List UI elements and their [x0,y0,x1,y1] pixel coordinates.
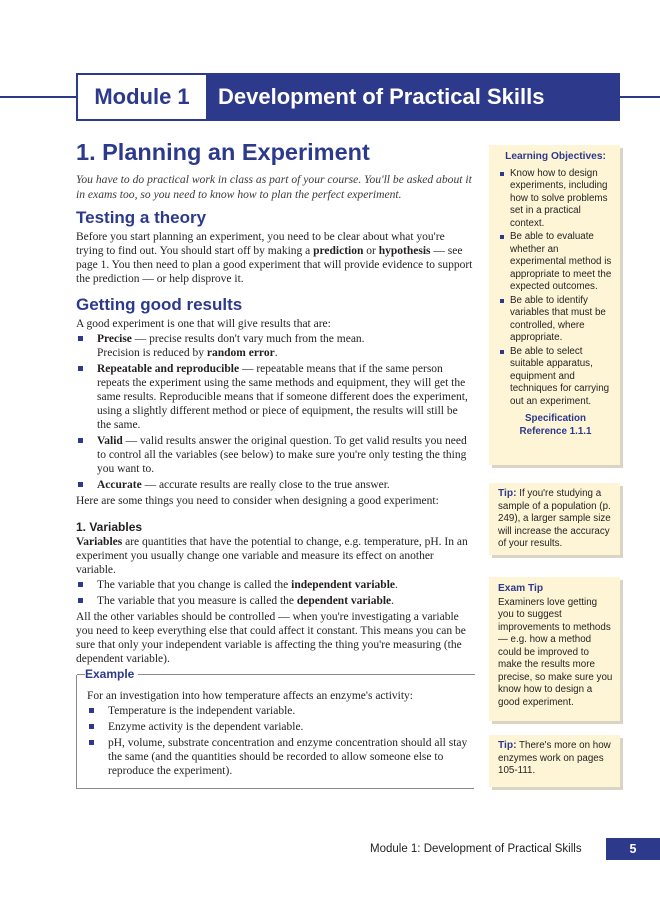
good-results-outro: Here are some things you need to consider when designing a good experiment: [76,495,439,507]
bullet-icon [89,740,94,745]
list-item: Precise — precise results don't vary much from the mean. Precision is reduced by random error. [76,332,474,360]
tip-label: Tip: [498,488,517,499]
header-rule-right [620,96,660,98]
list-item: Be able to select suitable apparatus, equipment and techniques for carrying out an experiment. [497,346,614,409]
testing-theory-paragraph: Before you start planning an experiment, you need to be clear about what you're trying to find out. You should start off by making a prediction or hypothesis — see page 1. You then need to plan a good experiment that will provide evidence to support the prediction — or help disprove it. [76,231,473,285]
tip-box-enzymes [489,735,620,787]
bullet-icon [89,724,94,729]
example-box [76,667,474,789]
bullet-icon [78,482,83,487]
bullet-icon [500,235,504,239]
list-item: The variable that you change is called the independent variable. [76,578,474,592]
bullet-icon [78,336,83,341]
list-item: Know how to design experiments, including how to solve problems set in a practical context. [497,168,614,231]
good-results-heading: Getting good results [76,295,243,314]
bullet-icon [78,438,83,443]
exam-tip-heading: Exam Tip [498,583,544,594]
term-random-error: random error [206,347,275,359]
bullet-icon [500,299,504,303]
bullet-icon [78,598,83,603]
variables-paragraph: Variables are quantities that have the potential to change, e.g. temperature, pH. In an experiment you usually change one variable and measure its effect on another variable. [76,536,468,576]
example-title: Example [85,667,138,681]
bullet-icon [78,366,83,371]
bullet-icon [78,582,83,587]
specification-reference: Specification Reference 1.1.1 [519,413,592,437]
bullet-icon [500,172,504,176]
module-header [0,73,660,121]
variables-paragraph-2: All the other variables should be controlled — when you're investigating a variable you need to keep everything else that could affect it constant. This means you can be sure that only your independent variable is affecting the thing you're measuring (the dependent variable). [76,611,466,665]
main-content [76,138,474,789]
tip-label: Tip: [498,740,517,751]
learning-objectives-heading: Learning Objectives: [505,151,606,162]
tip-text: If you're studying a sample of a population (p. 249), a larger sample size will increase the accuracy of your results. [498,488,611,549]
list-item: pH, volume, substrate concentration and enzyme concentration should all stay the same (and the quantities should be recorded to allow someone else to reproduce the experiment). [87,736,474,778]
variables-list [76,578,474,608]
exam-tip-text: Examiners love getting you to suggest improvements to methods — e.g. how a method could be improved to make the results more precise, so make sure you know how to design a good experiment. [498,596,613,708]
list-item: Valid — valid results answer the original question. To get valid results you need to control all the variables (see below) to make sure you're only testing the thing you want to. [76,434,474,476]
tip-text: There's more on how enzymes work on pages 105-111. [498,740,611,776]
page-number: 5 [606,838,660,860]
module-title: Development of Practical Skills [206,73,620,121]
learning-objectives-list [497,168,614,409]
variables-heading: 1. Variables [76,520,143,534]
good-results-list [76,332,474,492]
list-item: Temperature is the independent variable. [87,704,474,718]
module-label: Module 1 [76,73,208,121]
bullet-icon [89,708,94,713]
term-independent-variable: independent variable [291,579,395,591]
list-item: Repeatable and reproducible — repeatable means that if the same person repeats the experiment using the same methods and equipment, they will get the same results. Reproducible means that if someone different does the experiment, using a slightly different method or piece of equipment, the results will still be the same. [76,362,474,432]
testing-theory-heading: Testing a theory [76,208,207,227]
bullet-icon [500,350,504,354]
footer-module-title: Module 1: Development of Practical Skills [370,843,582,855]
list-item: The variable that you measure is called the dependent variable. [76,594,474,608]
term-hypothesis: hypothesis [378,245,431,257]
list-item: Be able to evaluate whether an experimental method is appropriate to meet the expected outcomes. [497,231,614,294]
header-rule-left [0,96,78,98]
exam-tip-box [489,577,620,721]
list-item: Be able to identify variables that must be controlled, where appropriate. [497,295,614,345]
tip-box-sample-size [489,483,620,555]
learning-objectives-box [489,145,620,465]
example-intro: For an investigation into how temperature affects an enzyme's activity: [87,690,413,702]
term-prediction: prediction [313,245,364,257]
list-item: Enzyme activity is the dependent variable. [87,720,474,734]
term-dependent-variable: dependent variable [296,595,392,607]
good-results-intro: A good experiment is one that will give results that are: [76,318,331,330]
section-intro: You have to do practical work in class as part of your course. You'll be asked about it in exams too, so you need to know how to plan the perfect experiment. [76,173,472,201]
example-list [87,704,474,778]
section-title: 1. Planning an Experiment [76,139,370,165]
list-item: Accurate — accurate results are really close to the true answer. [76,478,474,492]
